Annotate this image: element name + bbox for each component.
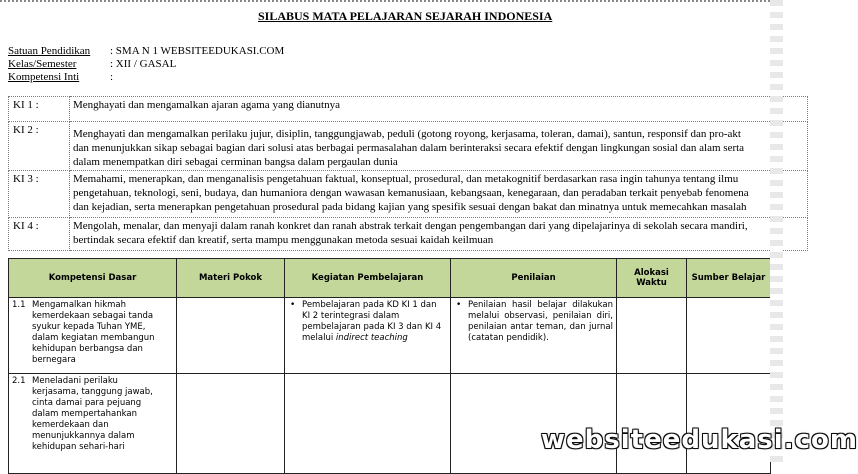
- identity-label: Kelas/Semester: [8, 58, 77, 70]
- kd-number: 1.1: [12, 300, 26, 310]
- ki-row: [9, 97, 808, 122]
- syllabus-header-row: [9, 259, 771, 298]
- watermark-text: websiteedukasi.com: [541, 425, 858, 455]
- ki-label: KI 3 :: [9, 171, 70, 218]
- ki-line: dan kejadian, serta menerapkan pengetahuan prosedural pada bidang kajian yang spesifik sesuai dengan bakat dan minatnya untuk memecahkan masalah: [73, 201, 747, 213]
- ki-line: Menghayati dan mengamalkan ajaran agama yang dianutnya: [73, 99, 340, 111]
- identity-class: [8, 58, 176, 70]
- ki-description: [70, 171, 808, 218]
- kd-number: 2.1: [12, 376, 26, 386]
- materi-cell: [177, 374, 285, 474]
- header-kegiatan-pembelajaran: Kegiatan Pembelajaran: [285, 259, 451, 298]
- list-item: [454, 300, 613, 344]
- ki-line: Mengolah, menalar, dan menyaji dalam ranah konkret dan ranah abstrak terkait dengan pengembangan dari yang dipelajarinya di sekolah secara mandiri,: [73, 220, 748, 232]
- ki-line: dan menunjukkan sikap sebagai bagian dari solusi atas berbagai permasalahan dalam berinteraksi secara efektif dengan lingkungan sosial dan alam serta: [73, 142, 745, 154]
- penilaian-cell: [451, 298, 617, 374]
- header-sumber-belajar: Sumber Belajar: [687, 259, 771, 298]
- list-item: [288, 300, 447, 344]
- ki-label: KI 1 :: [9, 97, 70, 122]
- ki-label: KI 2 :: [9, 122, 70, 171]
- ki-description: [70, 122, 808, 171]
- header-penilaian: Penilaian: [451, 259, 617, 298]
- alokasi-cell: [617, 374, 687, 474]
- kegiatan-text-plain: Pembelajaran pada KD KI 1 dan KI 2 terintegrasi dalam pembelajaran pada KI 3 dan KI 4 melalui: [302, 300, 442, 343]
- kd-text: Meneladani perilaku kerjasama, tanggung jawab, cinta damai para pejuang dalam mempertahankan kemerdekaan dan menunjukkannya dalam kehidupan sehari-hari: [32, 376, 153, 452]
- ki-description: [70, 218, 808, 251]
- bullet-icon: •: [456, 300, 462, 310]
- ki-line: Memahami, menerapkan, dan menganalisis pengetahuan faktual, konseptual, prosedural, dan metakognitif berdasarkan rasa ingin tahunya tentang ilmu: [73, 173, 739, 185]
- ki-line: bertindak secara efektif dan kreatif, serta mampu menggunakan metoda sesuai kaidah keilmuan: [73, 234, 494, 246]
- table-row: [9, 374, 771, 474]
- ki-label: KI 4 :: [9, 218, 70, 251]
- materi-cell: [177, 298, 285, 374]
- kegiatan-text-italic: indirect teaching: [335, 333, 408, 343]
- ki-row: [9, 171, 808, 218]
- table-row: [9, 298, 771, 374]
- identity-core-competence: [8, 71, 113, 83]
- identity-label: Kompetensi Inti: [8, 71, 80, 83]
- kd-cell: [9, 298, 177, 374]
- header-alokasi-waktu: Alokasi Waktu: [617, 259, 687, 298]
- ki-row: [9, 218, 808, 251]
- header-materi-pokok: Materi Pokok: [177, 259, 285, 298]
- sumber-cell: [687, 298, 771, 374]
- header-kompetensi-dasar: Kompetensi Dasar: [9, 259, 177, 298]
- page-top-border: [0, 0, 783, 2]
- alokasi-cell: [617, 298, 687, 374]
- document-title: SILABUS MATA PELAJARAN SEJARAH INDONESIA: [258, 9, 553, 23]
- identity-school: [8, 45, 284, 57]
- kd-text: Mengamalkan hikmah kemerdekaan sebagai tanda syukur kepada Tuhan YME, dalam kegiatan membangun kehidupan berbangsa dan bernegara: [32, 300, 155, 365]
- core-competence-table: [8, 96, 808, 251]
- ki-row: [9, 122, 808, 171]
- bullet-icon: •: [290, 300, 296, 310]
- ki-description: [70, 97, 808, 122]
- identity-label: Satuan Pendidikan: [8, 45, 91, 57]
- kd-cell: [9, 374, 177, 474]
- page-right-border: [770, 0, 783, 462]
- penilaian-text: Penilaian hasil belajar dilakukan melalui observasi, penilaian diri, penilaian antar teman, dan jurnal (catatan pendidik).: [468, 300, 613, 343]
- ki-line: dalam menempatkan diri sebagai cerminan bangsa dalam pergaulan dunia: [73, 156, 398, 168]
- kegiatan-cell: [285, 374, 451, 474]
- penilaian-cell: [451, 374, 617, 474]
- identity-value: :: [110, 71, 114, 83]
- identity-value: : XII / GASAL: [110, 58, 177, 70]
- identity-value: : SMA N 1 WEBSITEEDUKASI.COM: [110, 45, 285, 57]
- kegiatan-text: [302, 300, 447, 344]
- kegiatan-cell: [285, 298, 451, 374]
- ki-line: Menghayati dan mengamalkan perilaku jujur, disiplin, tanggungjawab, peduli (gotong royong, kerjasama, toleran, damai), santun, responsif dan pro-akt: [73, 128, 741, 140]
- sumber-cell: [687, 374, 771, 474]
- ki-line: pengetahuan, teknologi, seni, budaya, dan humaniora dengan wawasan kemanusiaan, kebangsaan, kenegaraan, dan peradaban terkait penyebab fenomena: [73, 187, 749, 199]
